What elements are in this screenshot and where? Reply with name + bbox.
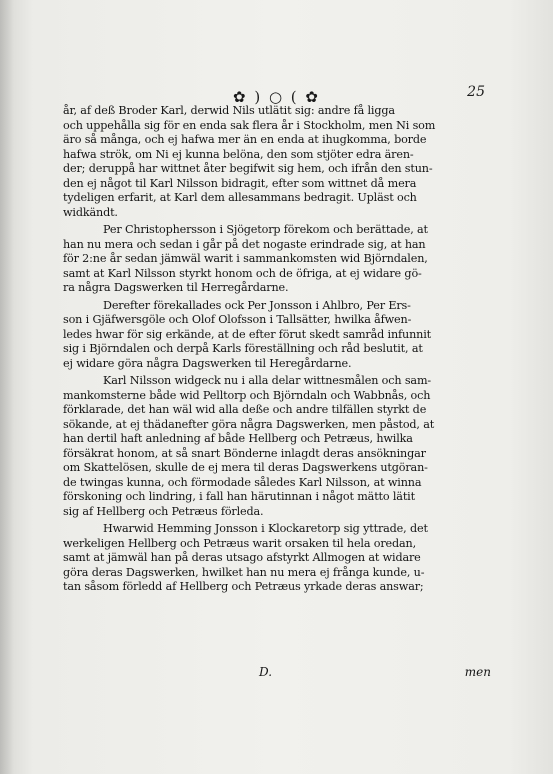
paragraph	[63, 522, 491, 595]
text-line: den ej något til Karl Nilsson bidragit, efter som wittnet då mera	[63, 176, 417, 190]
text-line: Per Christophersson i Sjögetorp förekom och berättade, at	[103, 223, 428, 236]
text-line: werkeligen Hellberg och Petræus warit orsaken til hela oredan,	[63, 536, 417, 550]
text-line: år, af deß Broder Karl, derwid Nils utlätit sig: andre få ligga	[63, 104, 395, 117]
text-line: förklarade, det han wäl wid alla deße och andre tilfällen styrkt de	[63, 403, 427, 416]
paragraph	[63, 299, 491, 372]
text-line: der; deruppå har wittnet åter begifwit sig hem, och ifrån den stun-	[63, 162, 433, 175]
page-number: 25	[467, 84, 485, 100]
text-line: sig af Hellberg och Petræus förleda.	[63, 504, 264, 518]
paragraph	[63, 223, 491, 296]
text-line: han dertil haft anledning af både Hellberg och Petræus, hwilka	[63, 432, 413, 445]
signature-mark: D.	[259, 665, 273, 679]
text-line: sig i Björndalen och derpå Karls föreställning och råd beslutit, at	[63, 342, 423, 355]
text-line: Hwarwid Hemming Jonsson i Klockaretorp sig yttrade, det	[103, 522, 428, 535]
body-text	[63, 104, 491, 595]
text-line: om Skattelösen, skulle de ej mera til deras Dagswerkens utgöran-	[63, 461, 428, 474]
paragraph	[63, 104, 491, 220]
text-line: de twingas kunna, och förmodade således Karl Nilsson, at winna	[63, 475, 422, 489]
text-line: göra deras Dagswerken, hwilket han nu mera ej frånga kunde, u-	[63, 565, 425, 579]
text-line: ledes hwar för sig erkände, at de efter förut skedt samråd infunnit	[63, 327, 431, 341]
text-line: försäkrat honom, at så snart Bönderne inlagdt deras ansökningar	[63, 446, 426, 460]
catchword: men	[464, 665, 491, 679]
text-line: för 2:ne år sedan jämwäl warit i sammankomsten wid Björndalen,	[63, 252, 428, 265]
text-line: ra några Dagswerken til Herregårdarne.	[63, 281, 289, 294]
text-line: Karl Nilsson widgeck nu i alla delar wittnesmålen och sam-	[103, 374, 432, 387]
text-line: och uppehålla sig för en enda sak flera år i Stockholm, men Ni som	[63, 118, 436, 132]
text-line: han nu mera och sedan i går på det nogaste erindrade sig, at han	[63, 237, 426, 251]
text-line: tan såsom förledd af Hellberg och Petræus yrkade deras answar;	[63, 580, 424, 593]
text-line: förskoning och lindring, i fall han härutinnan i något mätto lätit	[63, 490, 415, 503]
text-line: hafwa strök, om Ni ej kunna belöna, den som stjöter edra ären-	[63, 147, 414, 161]
page-gutter-shadow	[0, 0, 14, 774]
text-line: äro så många, och ej hafwa mer än en enda at ihugkomma, borde	[63, 133, 427, 146]
text-line: mankomsterne både wid Pelltorp och Björndaln och Wabbnås, och	[63, 388, 431, 402]
text-line: widkändt.	[63, 205, 118, 219]
text-line: sökande, at ej thädanefter göra några Dagswerken, men påstod, at	[63, 417, 435, 431]
text-line: son i Gjäfwersgöle och Olof Olofsson i Tallsätter, hwilka åfwen-	[63, 313, 412, 326]
text-line: ej widare göra några Dagswerken til Heregårdarne.	[63, 356, 352, 370]
text-line: samt at Karl Nilsson styrkt honom och de öfriga, at ej widare gö-	[63, 266, 422, 280]
text-line: samt at jämwäl han på deras utsago afstyrkt Allmogen at widare	[63, 551, 421, 564]
text-line: Derefter förekallades ock Per Jonsson i Ahlbro, Per Ers-	[103, 298, 411, 312]
header-ornament: ✿ ) ○ ( ✿	[232, 88, 320, 106]
paragraph	[63, 374, 491, 519]
text-line: tydeligen erfarit, at Karl dem allesammans bedragit. Upläst och	[63, 191, 417, 204]
